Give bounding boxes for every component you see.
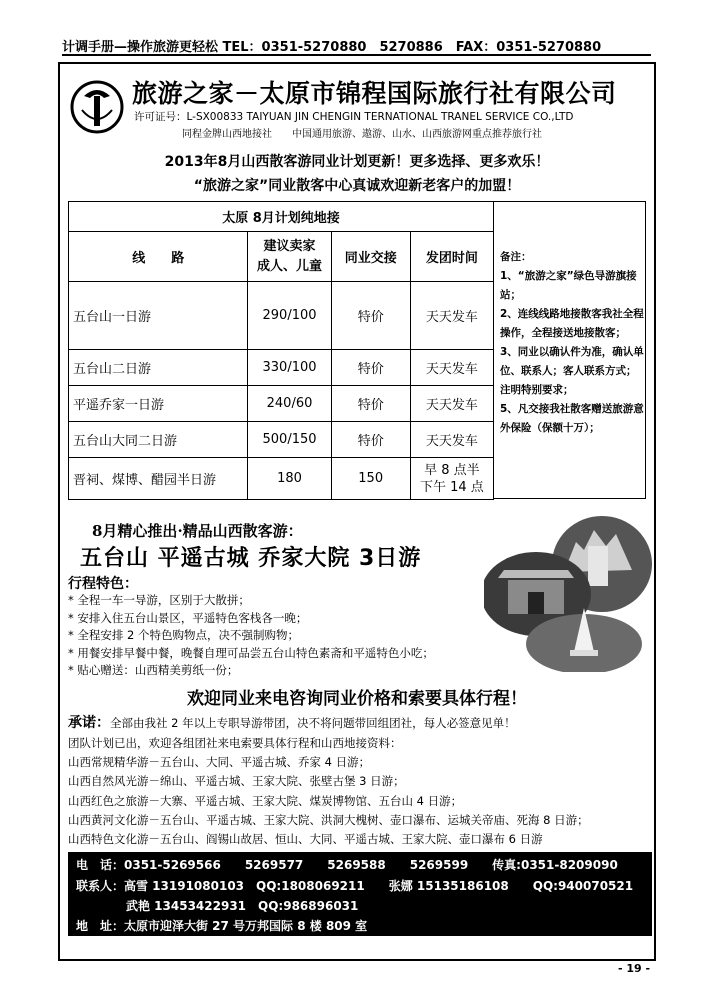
table-row [69,458,494,500]
trade-cell: 特价 [331,350,410,386]
header-price: 建议卖家 成人、儿童 [248,232,331,282]
trade-cell: 特价 [331,386,410,422]
table-row [69,422,494,458]
notes-title: 备注： [500,251,532,263]
contact-address: 地 址：太原市迎泽大街 27 号万邦国际 8 楼 809 室 [76,919,368,933]
company-logo-icon [70,76,124,138]
table-title: 太原 8月计划纯地接 [69,202,494,232]
price-cell: 290/100 [248,282,331,350]
price-cell: 240/60 [248,386,331,422]
list-item: 山西自然风光游－绵山、平遥古城、王家大院、张壁古堡 3 日游； [68,774,405,789]
headline-update: 2013年8月山西散客游同业计划更新！更多选择、更多欢乐！ [164,154,550,170]
price-cell: 180 [248,458,331,500]
contact-person: 武艳 13453422931 QQ:986896031 [126,899,359,913]
price-table [68,201,494,500]
list-item: 山西黄河文化游－五台山、平遥古城、王家大院、洪洞大槐树、壶口瀑布、运城关帝庙、死海 8 日游； [68,812,589,827]
note-item: 2、连线线路地接散客我社全程操作，全程接送地接散客； [500,308,644,339]
feature-item: * 用餐安排早餐中餐，晚餐自理可品尝五台山特色素斋和平遥特色小吃； [68,645,434,660]
contact-box [68,852,652,936]
trade-cell: 特价 [331,282,410,350]
list-item: 团队计划已出，欢迎各组团社来电索要具体行程和山西地接资料： [68,736,402,750]
contact-person: 联系人：高雪 13191080103 QQ:1808069211 张娜 15135186108 QQ:940070521 [76,879,634,893]
trade-cell: 150 [331,458,410,500]
scenic-photos [484,512,654,672]
list-item: 山西常规精华游－五台山、大同、平遥古城、乔家 4 日游； [68,755,371,770]
page-number: - 19 - [618,962,651,975]
list-item: 山西红色之旅游－大寨、平遥古城、王家大院、煤炭博物馆、五台山 4 日游； [68,793,463,808]
depart-cell: 天天发车 [410,282,493,350]
depart-cell: 天天发车 [410,386,493,422]
features-list [68,592,434,680]
promise [68,712,516,732]
welcome-banner: 欢迎同业来电咨询同业价格和索要具体行程！ [187,689,527,709]
promise-label: 承诺： [68,715,110,731]
route-cell: 晋祠、煤博、醋园半日游 [69,458,248,500]
header-route: 线 路 [69,232,248,282]
table-row [69,350,494,386]
route-cell: 五台山一日游 [69,282,248,350]
trade-cell: 特价 [331,422,410,458]
license-number: 许可证号：L-SX00833 TAIYUAN JIN CHENGIN TERNATIONAL TRANEL SERVICE CO.,LTD [134,111,574,123]
company-honors: 同程金牌山西地接社 中国通用旅游、遨游、山水、山西旅游网重点推荐旅行社 [182,129,542,140]
features-title: 行程特色： [68,576,138,592]
note-item: 5、凡交接我社散客赠送旅游意外保险（保额十万）； [500,403,644,434]
notes-list [500,248,646,438]
promise-text: 全部由我社 2 年以上专职导游带团，决不将问题带回组团社，每人必签意见单！ [110,716,516,730]
list-item: 山西特色文化游－五台山、阎锡山故居、恒山、大同、平遥古城、王家大院、壶口瀑布 6 日游 [68,832,543,847]
depart-cell: 天天发车 [410,350,493,386]
route-cell: 五台山大同二日游 [69,422,248,458]
route-cell: 五台山二日游 [69,350,248,386]
feature-item: * 贴心赠送：山西精美剪纸一份； [68,663,239,677]
note-item: 1、“旅游之家”绿色导游旗接站； [500,270,637,301]
header-depart: 发团时间 [410,232,493,282]
price-cell: 330/100 [248,350,331,386]
promo-subtitle: 8月精心推出·精品山西散客游： [92,522,303,540]
depart-cell: 早 8 点半 下午 14 点 [410,458,493,500]
note-item: 3、同业以确认件为准，确认单位、联系人；客人联系方式；注明特别要求； [500,346,644,396]
headline-welcome: “旅游之家”同业散客中心真诚欢迎新老客户的加盟！ [193,178,521,194]
feature-item: * 安排入住五台山景区，平遥特色客栈各一晚； [68,610,308,625]
depart-cell: 天天发车 [410,422,493,458]
table-row [69,282,494,350]
price-cell: 500/150 [248,422,331,458]
route-cell: 平遥乔家一日游 [69,386,248,422]
promo-title: 五台山 平遥古城 乔家大院 3日游 [80,546,422,571]
header-trade: 同业交接 [331,232,410,282]
feature-item: * 全程安排 2 个特色购物点，决不强制购物； [68,628,300,642]
company-name: 旅游之家－太原市锦程国际旅行社有限公司 [132,79,617,108]
header-contact-bar: 计调手册—操作旅游更轻松 TEL：0351-5270880 5270886 FAX：0351-5270880 [62,36,651,56]
tour-lines-list [68,734,589,849]
table-row [69,386,494,422]
contact-phone: 电 话：0351-5269566 5269577 5269588 5269599 传真:0351-8209090 [76,858,618,872]
feature-item: * 全程一车一导游，区别于大散拼； [68,593,250,607]
